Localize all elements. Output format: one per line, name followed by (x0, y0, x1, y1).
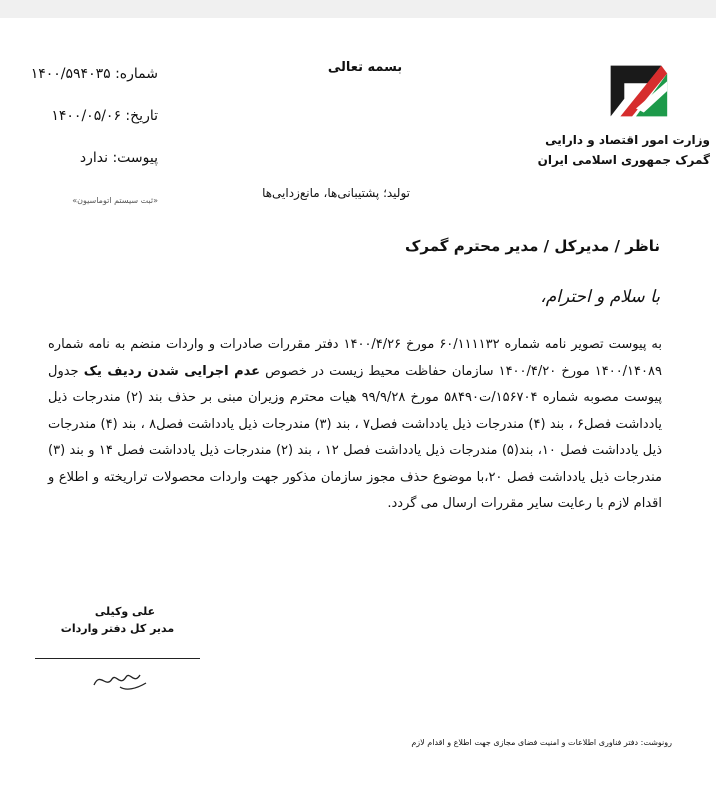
body-part-2: جدول پیوست مصوبه شماره ۱۵۶۷۰۴/ت۵۸۴۹۰ مورخ ۹۹/۹/۲۸ هیات محترم وزیران مبنی بر حذف بند (۲) مندرجات ذیل یادداشت فصل۶ ، بند (۴) مندرجات ذیل یادداشت فصل۷ ، بند (۳) مندرجات ذیل یادداشت فصل۸ ، بند (۴) مندرجات ذیل یادداشت فصل ۱۰، بند(۵) مندرجات ذیل یادداشت فصل ۱۲ ، بند (۲) مندرجات ذیل یادداشت فصل ۱۴ و بند (۳) مندرجات ذیل یادداشت فصل ۲۰،با موضوع حذف مجوز سازمان مذکور جهت واردات محصولات تراریخته و اطلاع و اقدام لازم با رعایت سایر مقررات ارسال می گردد. (48, 363, 663, 511)
greeting: با سلام و احترام، (540, 287, 660, 307)
body-part-1: به پیوست تصویر نامه شماره ۶۰/۱۱۱۱۳۲ مورخ ۱۴۰۰/۴/۲۶ دفتر مقررات صادرات و واردات منضم به نامه شماره ۱۴۰۰/۱۴۰۸۹ مورخ ۱۴۰۰/۴/۲۰ سازمان حفاظت محیط زیست در خصوص (48, 337, 662, 379)
year-slogan: تولید؛ پشتیبانی‌ها، مانع‌زدایی‌ها (262, 186, 410, 200)
system-note: «ثبت سیستم اتوماسیون» (72, 196, 158, 205)
org-line-ministry: وزارت امور اقتصاد و دارایی (545, 133, 710, 147)
signer-title: مدیر کل دفتر واردات (60, 622, 175, 635)
customs-logo-icon (597, 52, 675, 130)
addressee: ناظر / مدیرکل / مدیر محترم گمرک (405, 237, 660, 255)
letter-body (48, 332, 662, 518)
letter-attachment: پیوست: ندارد (79, 150, 158, 166)
signature-line (35, 658, 200, 659)
handwritten-signature-icon (90, 665, 150, 693)
basmala: بسمه تعالی (327, 60, 403, 75)
carbon-copy: رونوشت: دفتر فناوری اطلاعات و امنیت فضای مجازی جهت اطلاع و اقدام لازم (411, 738, 672, 747)
signer-name: علی وکیلی (94, 605, 156, 618)
letter-date: تاریخ: ۱۴۰۰/۰۵/۰۶ (51, 108, 158, 124)
body-bold-phrase: عدم اجرایی شدن ردیف یک (83, 363, 261, 379)
letter-number: شماره: ۱۴۰۰/۵۹۴۰۳۵ (30, 66, 158, 82)
top-strip (0, 0, 716, 18)
org-line-customs: گمرک جمهوری اسلامی ایران (537, 153, 710, 167)
